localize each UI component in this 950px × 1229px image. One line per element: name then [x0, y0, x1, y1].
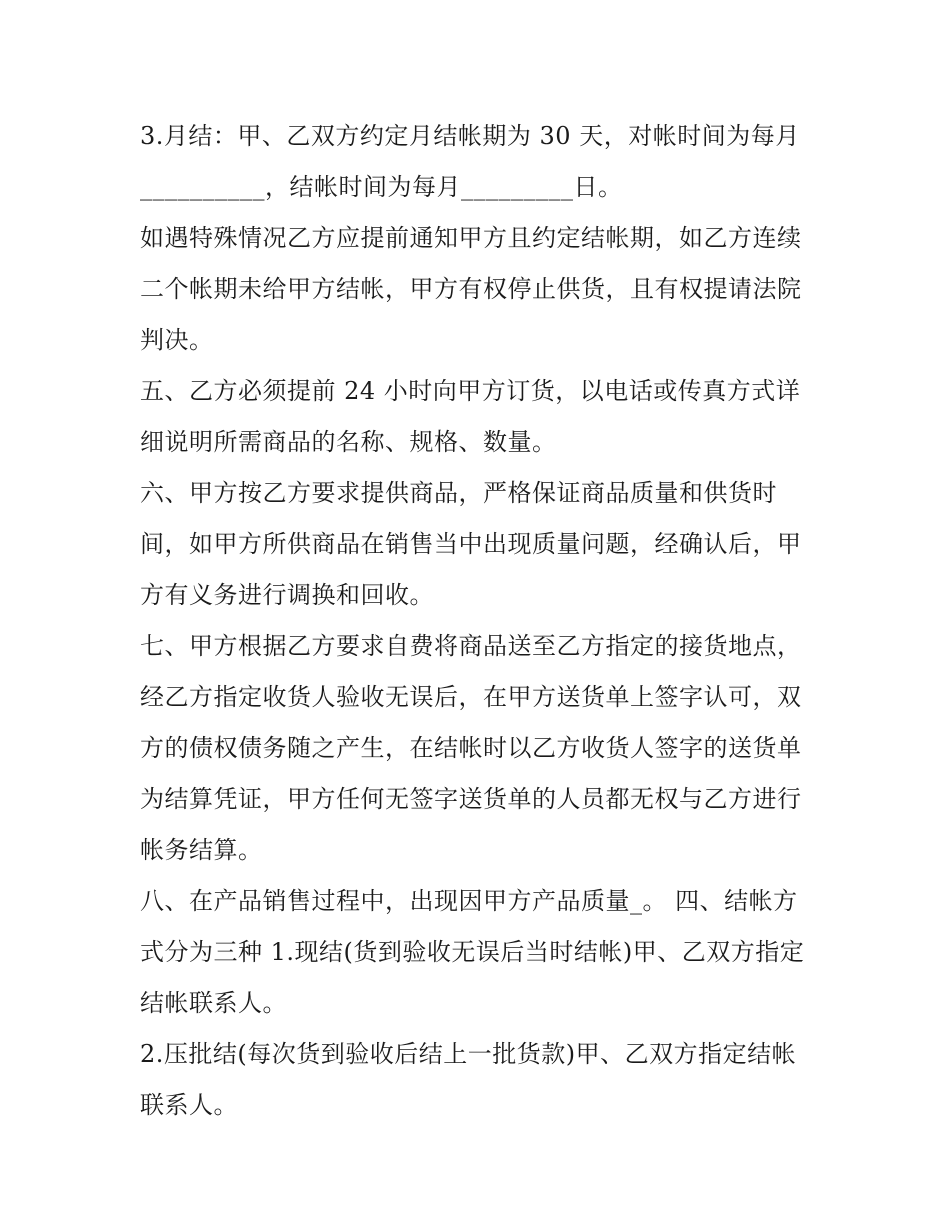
text-line: 六、甲方按乙方要求提供商品，严格保证商品质量和供货时	[140, 479, 777, 507]
text-line: 帐务结算。	[140, 836, 263, 864]
text-line: 2.压批结(每次货到验收后结上一批货款)甲、乙双方指定结帐	[140, 1040, 797, 1068]
paragraph-clause-8	[140, 876, 820, 1029]
text-line: 间，如甲方所供商品在销售当中出现质量问题，经确认后，甲	[140, 530, 802, 558]
paragraph-clause-7	[140, 621, 820, 876]
paragraph-clause-5	[140, 366, 820, 468]
document-body	[140, 111, 820, 1131]
paragraph-batch-settlement	[140, 1029, 820, 1131]
text-line: 判决。	[140, 326, 214, 354]
text-line: 式分为三种 1.现结(货到验收无误后当时结帐)甲、乙双方指定	[140, 938, 805, 966]
text-line: 七、甲方根据乙方要求自费将商品送至乙方指定的接货地点，	[140, 632, 802, 660]
text-line: 经乙方指定收货人验收无误后，在甲方送货单上签字认可，双	[140, 683, 802, 711]
text-line: 五、乙方必须提前 24 小时向甲方订货，以电话或传真方式详	[140, 377, 801, 405]
text-line: 二个帐期未给甲方结帐，甲方有权停止供货，且有权提请法院	[140, 275, 802, 303]
text-line: 结帐联系人。	[140, 989, 287, 1017]
text-line: 细说明所需商品的名称、规格、数量。	[140, 428, 557, 456]
text-line: __________，结帐时间为每月_________日。	[140, 173, 623, 201]
text-line: 3.月结：甲、乙双方约定月结帐期为 30 天，对帐时间为每月	[140, 122, 800, 150]
paragraph-monthly-settlement	[140, 111, 820, 213]
text-line: 为结算凭证，甲方任何无签字送货单的人员都无权与乙方进行	[140, 785, 802, 813]
text-line: 八、在产品销售过程中，出现因甲方产品质量_。 四、结帐方	[140, 887, 798, 915]
paragraph-clause-6	[140, 468, 820, 621]
text-line: 方有义务进行调换和回收。	[140, 581, 434, 609]
text-line: 联系人。	[140, 1091, 238, 1119]
text-line: 方的债权债务随之产生，在结帐时以乙方收货人签字的送货单	[140, 734, 802, 762]
text-line: 如遇特殊情况乙方应提前通知甲方且约定结帐期，如乙方连续	[140, 224, 802, 252]
paragraph-special-circumstances	[140, 213, 820, 366]
